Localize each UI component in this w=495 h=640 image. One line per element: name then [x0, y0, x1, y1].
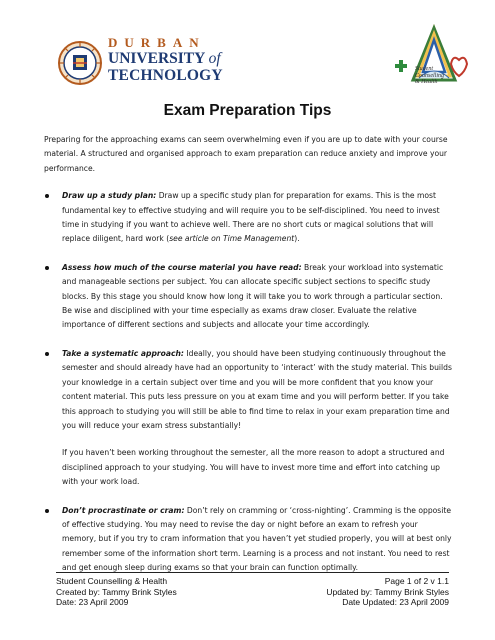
- list-item: Draw up a study plan: Draw up a specific study plan for preparation for exams. This is the most fundamental key to effective studying and will require you to be self-disciplined. You need to invest time in studying if you want to achieve well. There are no short cuts or magical solutions that will replace diligent, hard work (see article on Time Management).: [44, 189, 454, 247]
- footer-page-number: Page 1 of 2 v 1.1: [384, 576, 449, 586]
- footer-divider: [56, 572, 449, 573]
- list-item: Take a systematic approach: Ideally, you should have been studying continuously throughout the semester and should already have had an opportunity to ‘interact’ with the study material. This builds your knowledge in a certain subject over time and you will be more confident that you know your content material. This puts less pressure on you at exam time and you will perform better. If you take this approach to studying you will still be able to find time to relax in your exam preparation time and you will reduce your exam stress substantially! If you haven’t been working throughout the semester, all the more reason to adopt a structured and disciplined approach to your studying. You will have to invest more time and effort into catching up with your work load.: [44, 347, 454, 490]
- dut-name-line2: UNIVERSITY of: [108, 50, 221, 67]
- bullet-sub-paragraph: If you haven’t been working throughout the semester, all the more reason to adopt a structured and disciplined approach to your studying. You will have to invest more time and effort into catching up with your work load.: [62, 448, 445, 487]
- dut-crest-icon: [58, 41, 102, 85]
- document-body: [44, 133, 454, 590]
- bullet-lead: Assess how much of the course material you have read:: [62, 262, 302, 272]
- time-management-reference: see article on Time Management: [169, 234, 295, 244]
- bullet-icon: [45, 352, 49, 356]
- bullet-lead: Draw up a study plan:: [62, 191, 157, 201]
- list-item: Assess how much of the course material you have read: Break your workload into systematic and manageable sections per subject. You can allocate specific subject sections to specific study blocks. By this stage you should know how long it will take you to work through a particular section. Be wise and disciplined with your time especially as exams draw closer. Evaluate the relative importance of different sections and subjects and allocate your time accordingly.: [44, 261, 454, 333]
- list-item: Don’t procrastinate or cram: Don’t rely on cramming or ‘cross-nighting’. Cramming is the opposite of effective studying. You may need to revise the day or night before an exam to refresh your memory, but if you try to cram information that you haven’t yet studied properly, you will at best only remember some of the information short term. Learning is a process and not instant. You need to rest and get enough sleep during exams so that your brain can function optimally.: [44, 504, 454, 576]
- footer-date: Date: 23 April 2009: [56, 597, 129, 607]
- page-footer: [56, 576, 449, 608]
- footer-date-updated: Date Updated: 23 April 2009: [342, 597, 449, 607]
- footer-created-by: Created by: Tammy Brink Styles: [56, 586, 177, 597]
- bullet-icon: [45, 266, 49, 270]
- dut-name-line1: DURBAN: [108, 35, 206, 50]
- student-counselling-logo-text: Student Counselling & Health: [415, 66, 445, 85]
- bullet-lead: Don’t procrastinate or cram:: [62, 505, 185, 515]
- document-title: Exam Preparation Tips: [163, 102, 332, 119]
- footer-updated-by: Updated by: Tammy Brink Styles: [326, 586, 449, 597]
- dut-name-line3: TECHNOLOGY: [108, 67, 223, 84]
- bullet-icon: [45, 194, 49, 198]
- bullet-lead: Take a systematic approach:: [62, 348, 184, 358]
- student-counselling-logo-icon: [395, 20, 473, 108]
- footer-department: Student Counselling & Health: [56, 576, 168, 586]
- dut-logo: [58, 35, 223, 91]
- bullet-icon: [45, 509, 49, 513]
- intro-paragraph: Preparing for the approaching exams can seem overwhelming even if you are up to date with your course material. A structured and organised approach to exam preparation can reduce anxiety and improve your performance.: [44, 135, 448, 173]
